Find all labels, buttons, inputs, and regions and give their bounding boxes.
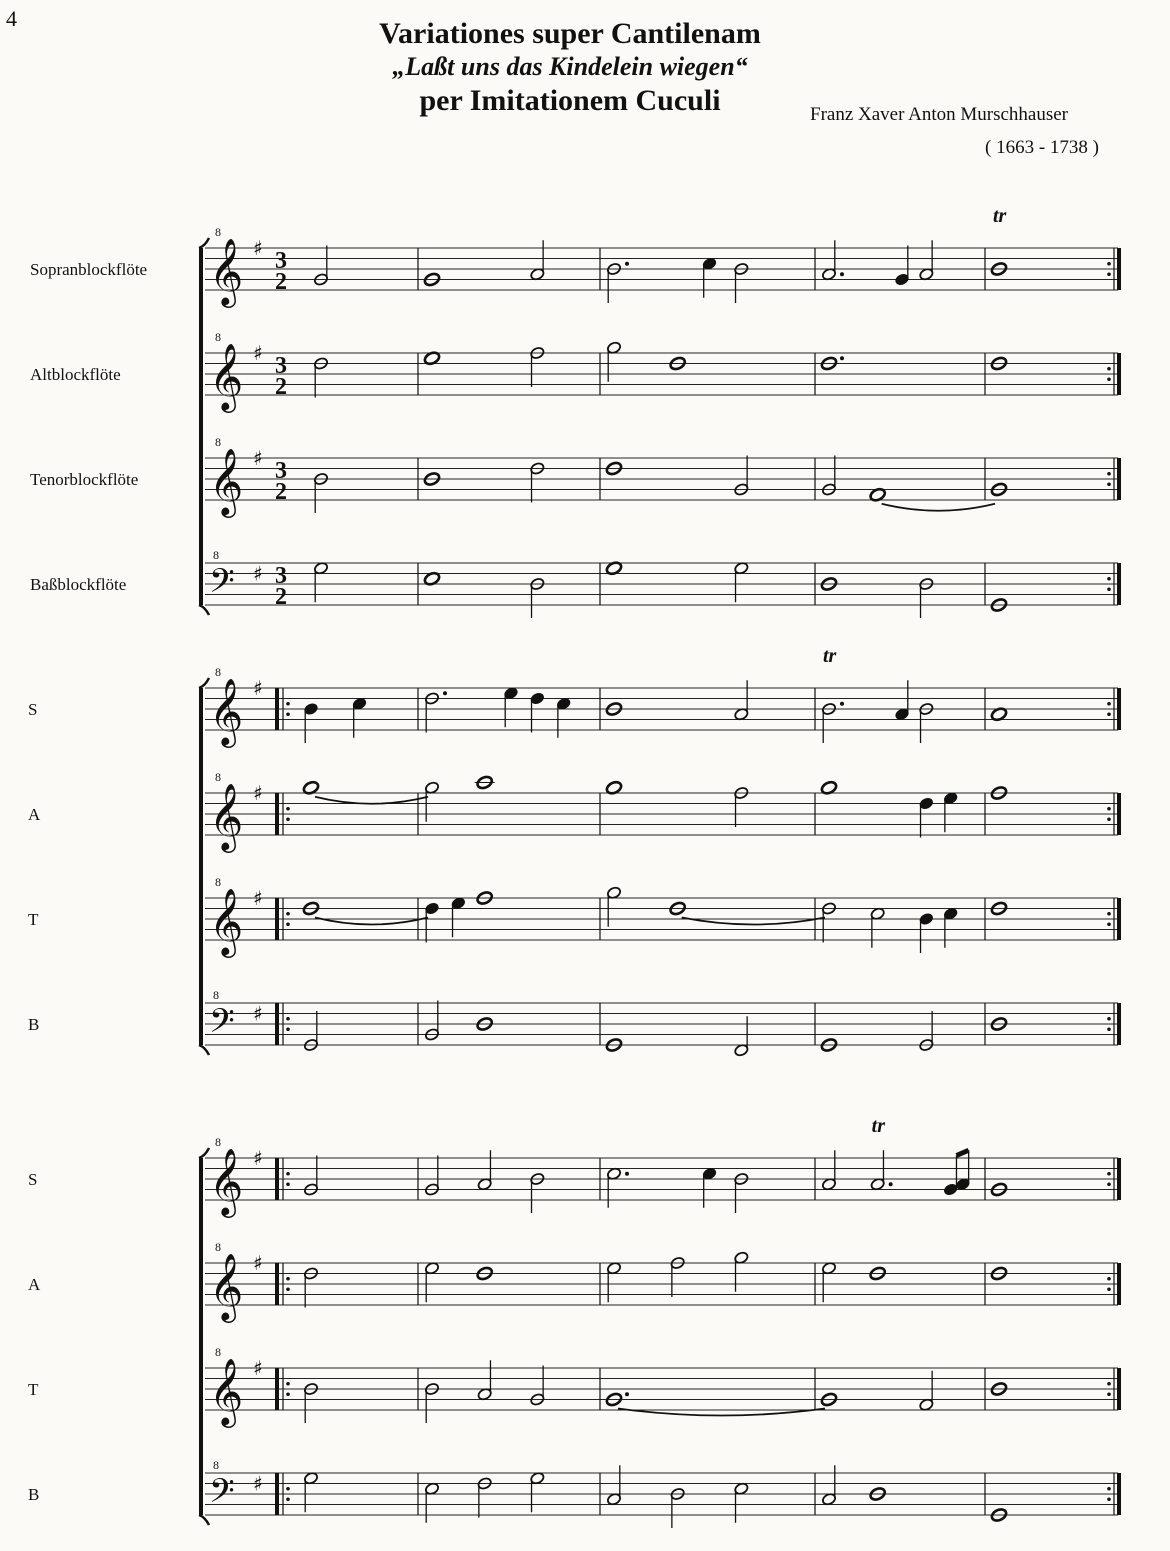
augmentation-dot	[625, 1392, 629, 1396]
time-signature-bottom: 2	[275, 479, 287, 505]
octave-mark: 8	[215, 875, 221, 889]
part-label: A	[28, 805, 41, 824]
repeat-dot	[1107, 702, 1111, 706]
treble-clef: 𝄞	[209, 887, 244, 956]
augmentation-dot	[840, 356, 844, 360]
treble-clef: 𝄞	[209, 677, 244, 746]
tie	[315, 797, 428, 804]
thick-barline	[275, 793, 279, 835]
bracket-hook-bottom	[199, 1515, 209, 1525]
octave-mark: 8	[215, 1345, 221, 1359]
system-bracket	[199, 248, 203, 605]
repeat-dot	[286, 1287, 290, 1291]
treble-clef: 𝄞	[209, 782, 244, 851]
sharp-key-signature: ♯	[253, 561, 263, 586]
repeat-dot	[1107, 1487, 1111, 1491]
repeat-dot	[1107, 367, 1111, 371]
bracket-hook-bottom	[199, 1045, 209, 1055]
repeat-dot	[286, 1392, 290, 1396]
bass-clef: 𝄢	[209, 1002, 235, 1049]
repeat-dot	[1107, 1277, 1111, 1281]
treble-clef: 𝄞	[209, 237, 244, 306]
augmentation-dot	[443, 691, 447, 695]
repeat-dot	[1107, 1017, 1111, 1021]
bracket-hook-top	[199, 1148, 209, 1158]
augmentation-dot	[840, 702, 844, 706]
title-line-2: „Laßt uns das Kindelein wiegen“	[392, 52, 748, 81]
bracket-hook-top	[199, 678, 209, 688]
system-bracket	[199, 1158, 203, 1515]
octave-mark: 8	[213, 548, 219, 562]
repeat-dot	[286, 1027, 290, 1031]
augmentation-dot	[840, 272, 844, 276]
repeat-dot	[1107, 912, 1111, 916]
sharp-key-signature: ♯	[253, 676, 263, 700]
sharp-key-signature: ♯	[253, 1251, 263, 1275]
octave-mark: 8	[213, 988, 219, 1002]
repeat-dot	[1107, 1172, 1111, 1176]
thick-barline	[275, 1473, 279, 1515]
repeat-dot	[286, 922, 290, 926]
thick-barline	[275, 1368, 279, 1410]
thick-barline	[1117, 898, 1121, 940]
title-line-3: per Imitationem Cuculi	[419, 84, 721, 117]
thick-barline	[275, 898, 279, 940]
repeat-dot	[1107, 587, 1111, 591]
thick-barline	[1117, 353, 1121, 395]
octave-mark: 8	[215, 665, 221, 679]
repeat-dot	[286, 1172, 290, 1176]
sharp-key-signature: ♯	[253, 446, 263, 470]
octave-mark: 8	[215, 1240, 221, 1254]
augmentation-dot	[625, 1172, 629, 1176]
octave-mark: 8	[215, 1135, 221, 1149]
thick-barline	[275, 688, 279, 730]
repeat-dot	[1107, 377, 1111, 381]
repeat-dot	[286, 712, 290, 716]
repeat-dot	[1107, 712, 1111, 716]
part-label: Baßblockflöte	[30, 575, 127, 594]
thick-barline	[275, 1263, 279, 1305]
repeat-dot	[286, 1382, 290, 1386]
repeat-dot	[1107, 472, 1111, 476]
repeat-dot	[286, 807, 290, 811]
time-signature-top: 3	[275, 563, 287, 589]
part-label: T	[28, 1380, 39, 1399]
bracket-hook-bottom	[199, 605, 209, 615]
repeat-dot	[1107, 577, 1111, 581]
augmentation-dot	[625, 262, 629, 266]
repeat-dot	[1107, 1027, 1111, 1031]
repeat-dot	[286, 817, 290, 821]
time-signature-bottom: 2	[275, 374, 287, 400]
thick-barline	[1117, 1158, 1121, 1200]
time-signature-top: 3	[275, 248, 287, 274]
thick-barline	[1117, 1473, 1121, 1515]
thick-barline	[1117, 563, 1121, 605]
octave-mark: 8	[215, 770, 221, 784]
repeat-dot	[1107, 807, 1111, 811]
repeat-dot	[1107, 1287, 1111, 1291]
repeat-dot	[286, 702, 290, 706]
page-number: 4	[6, 6, 17, 31]
tie	[882, 504, 995, 511]
repeat-dot	[286, 1497, 290, 1501]
repeat-dot	[1107, 1382, 1111, 1386]
bass-clef: 𝄢	[209, 562, 235, 609]
beam	[956, 1150, 968, 1155]
part-label: A	[28, 1275, 41, 1294]
sharp-key-signature: ♯	[253, 236, 263, 260]
composer-dates: ( 1663 - 1738 )	[985, 137, 1099, 158]
part-label: S	[28, 700, 38, 719]
repeat-dot	[1107, 272, 1111, 276]
part-label: B	[28, 1485, 40, 1504]
repeat-dot	[1107, 262, 1111, 266]
time-signature-top: 3	[275, 353, 287, 379]
sharp-key-signature: ♯	[253, 1146, 263, 1170]
sharp-key-signature: ♯	[253, 1471, 263, 1496]
title-line-1: Variationes super Cantilenam	[379, 17, 761, 50]
thick-barline	[1117, 458, 1121, 500]
repeat-dot	[1107, 922, 1111, 926]
augmentation-dot	[889, 1182, 893, 1186]
treble-clef: 𝄞	[209, 1252, 244, 1321]
repeat-dot	[1107, 1392, 1111, 1396]
composer-name: Franz Xaver Anton Murschhauser	[810, 104, 1069, 125]
trill-mark: tr	[823, 645, 837, 667]
part-label: Tenorblockflöte	[30, 470, 139, 489]
treble-clef: 𝄞	[209, 1357, 244, 1426]
octave-mark: 8	[215, 330, 221, 344]
part-label: S	[28, 1170, 38, 1189]
repeat-dot	[286, 1017, 290, 1021]
sharp-key-signature: ♯	[253, 781, 263, 805]
thick-barline	[1117, 688, 1121, 730]
trill-mark: tr	[871, 1115, 886, 1137]
treble-clef: 𝄞	[209, 342, 244, 411]
sharp-key-signature: ♯	[253, 1001, 263, 1026]
time-signature-bottom: 2	[275, 269, 287, 295]
repeat-dot	[286, 1277, 290, 1281]
repeat-dot	[286, 912, 290, 916]
time-signature-bottom: 2	[275, 584, 287, 610]
repeat-dot	[1107, 1182, 1111, 1186]
thick-barline	[1117, 1263, 1121, 1305]
repeat-dot	[1107, 1497, 1111, 1501]
part-label: B	[28, 1015, 40, 1034]
time-signature-top: 3	[275, 458, 287, 484]
octave-mark: 8	[215, 225, 221, 239]
repeat-dot	[286, 1182, 290, 1186]
bracket-hook-top	[199, 238, 209, 248]
thick-barline	[1117, 793, 1121, 835]
part-label: T	[28, 910, 39, 929]
thick-barline	[275, 1003, 279, 1045]
treble-clef: 𝄞	[209, 447, 244, 516]
part-label: Altblockflöte	[30, 365, 121, 384]
octave-mark: 8	[215, 435, 221, 449]
bass-clef: 𝄢	[209, 1472, 235, 1519]
treble-clef: 𝄞	[209, 1147, 244, 1216]
sharp-key-signature: ♯	[253, 886, 263, 910]
trill-mark: tr	[993, 205, 1007, 227]
repeat-dot	[286, 1487, 290, 1491]
thick-barline	[275, 1158, 279, 1200]
thick-barline	[1117, 248, 1121, 290]
octave-mark: 8	[213, 1458, 219, 1472]
system-bracket	[199, 688, 203, 1045]
repeat-dot	[1107, 482, 1111, 486]
thick-barline	[1117, 1368, 1121, 1410]
sharp-key-signature: ♯	[253, 1356, 263, 1380]
sharp-key-signature: ♯	[253, 341, 263, 365]
repeat-dot	[1107, 817, 1111, 821]
thick-barline	[1117, 1003, 1121, 1045]
part-label: Sopranblockflöte	[30, 260, 148, 279]
